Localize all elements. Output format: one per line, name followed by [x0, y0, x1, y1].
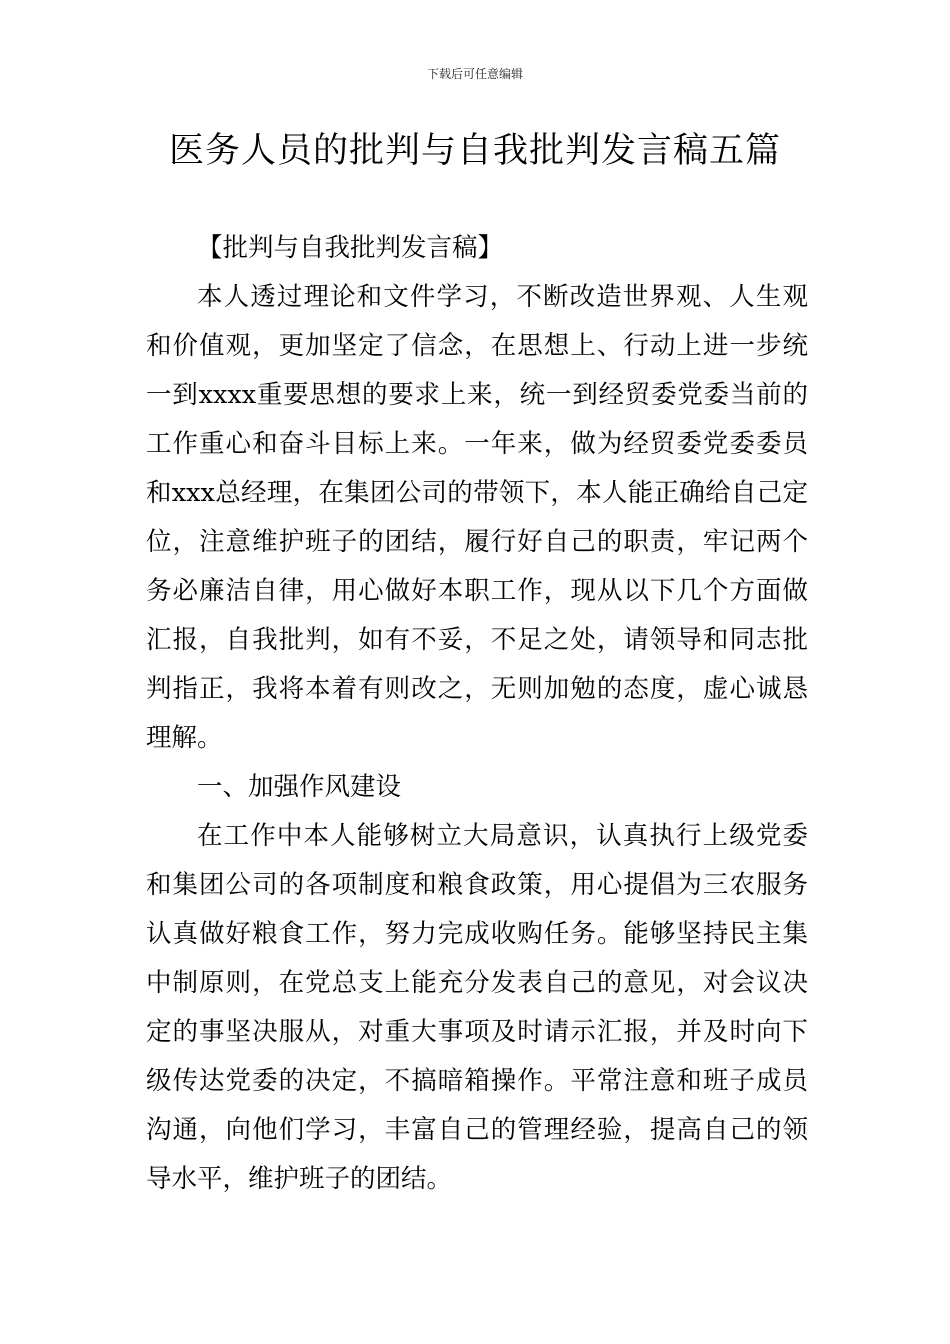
document-body [146, 224, 808, 1204]
document-title: 医务人员的批判与自我批判发言稿五篇 [168, 131, 781, 171]
header-note: 下载后可任意编辑 [426, 67, 523, 81]
section-heading: 一、加强作风建设 [197, 772, 402, 802]
section-paragraph: 在工作中本人能够树立大局意识，认真执行上级党委和集团公司的各项制度和粮食政策，用心提倡为三农服务认真做好粮食工作，努力完成收购任务。能够坚持民主集中制原则，在党总支上能充分发表自己的意见，对会议决定的事坚决服从，对重大事项及时请示汇报，并及时向下级传达党委的决定，不搞暗箱操作。平常注意和班子成员沟通，向他们学习，丰富自己的管理经验，提高自己的领导水平，维护班子的团结。 [146, 821, 808, 1194]
intro-paragraph: 本人透过理论和文件学习，不断改造世界观、人生观和价值观，更加坚定了信念，在思想上、行动上进一步统一到xxxx重要思想的要求上来，统一到经贸委党委当前的工作重心和奋斗目标上来。一年来，做为经贸委党委委员和xxx总经理，在集团公司的带领下，本人能正确给自己定位，注意维护班子的团结，履行好自己的职责，牢记两个务必廉洁自律，用心做好本职工作，现从以下几个方面做汇报，自我批判，如有不妥，不足之处，请领导和同志批判指正，我将本着有则改之，无则加勉的态度，虚心诚恳理解。 [146, 282, 808, 753]
speech-subtitle: 【批判与自我批判发言稿】 [197, 233, 504, 263]
